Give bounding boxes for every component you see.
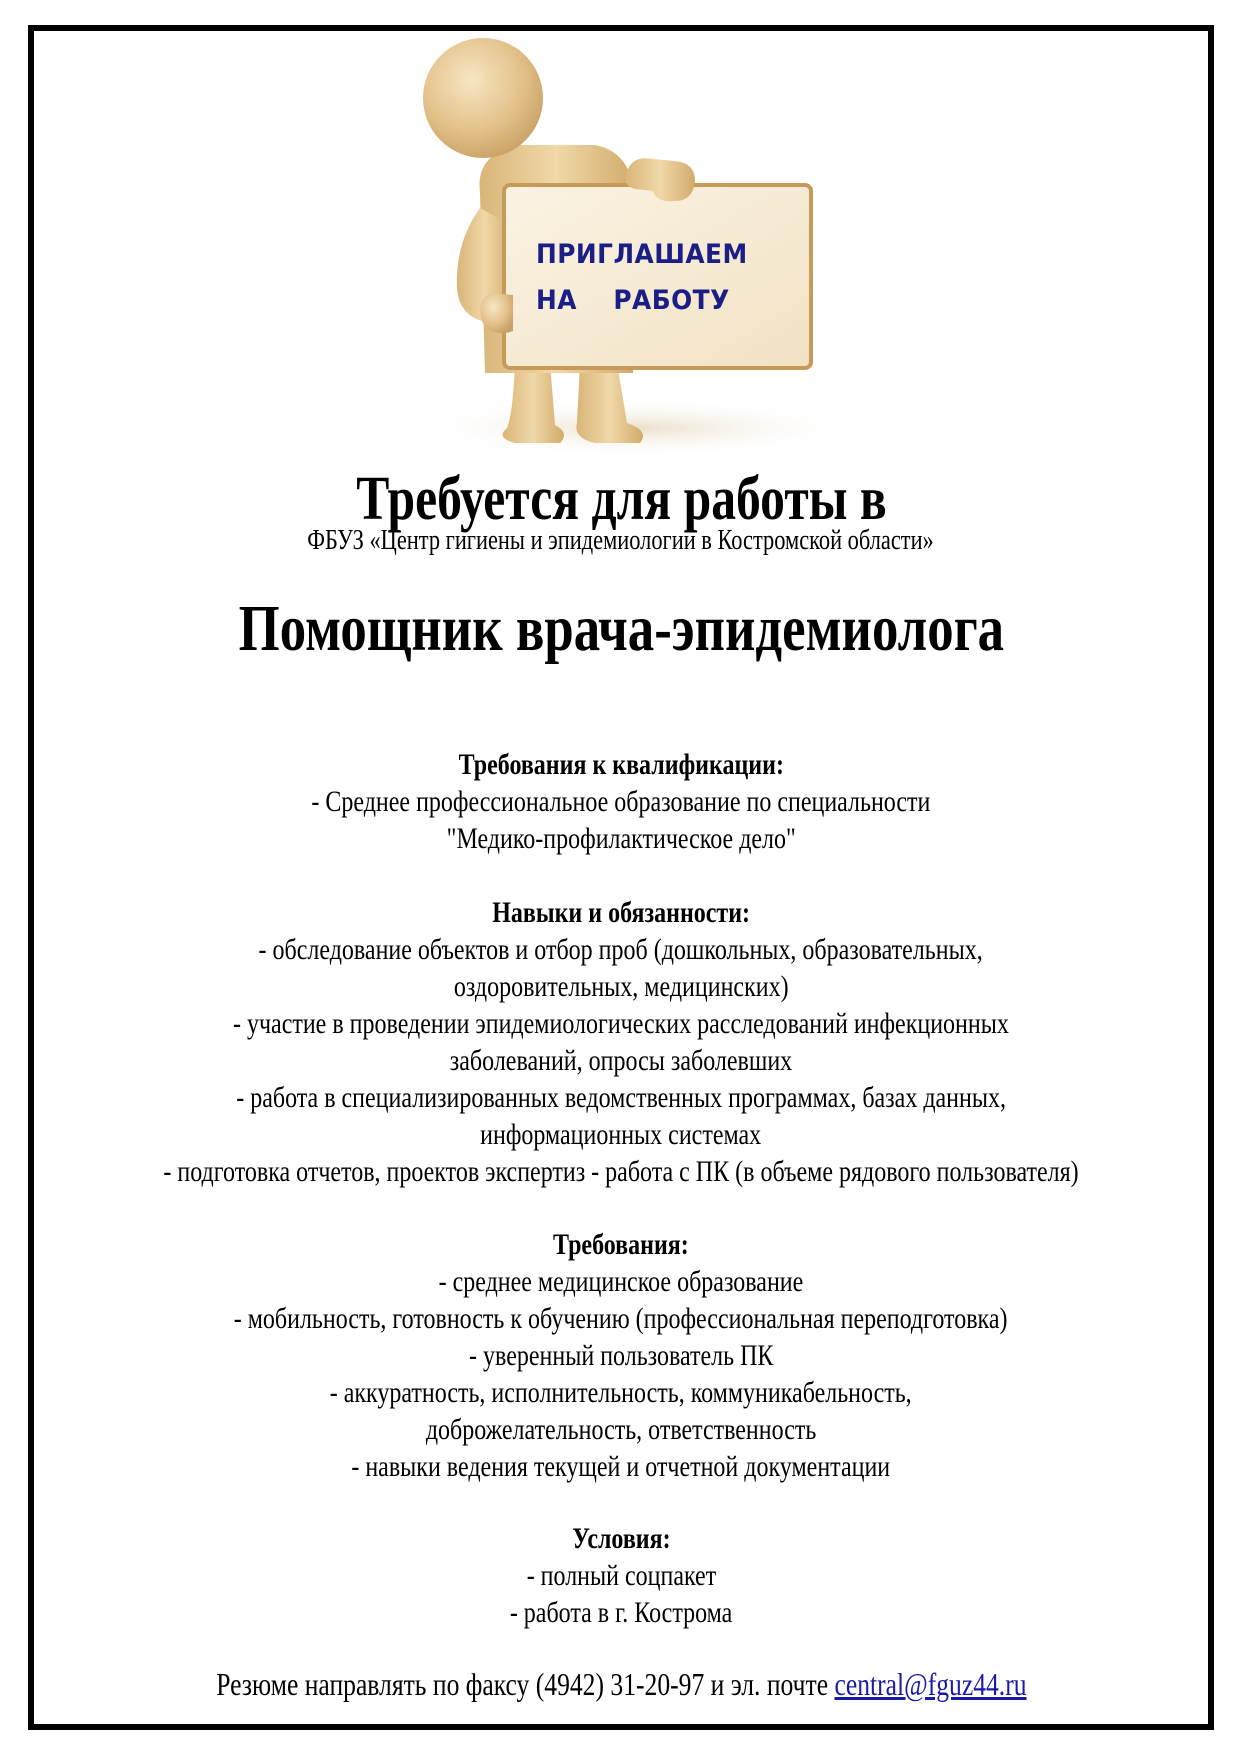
list-item: - навыки ведения текущей и отчетной документации bbox=[351, 1450, 891, 1483]
section-requirements bbox=[0, 1226, 1242, 1485]
list-item: заболеваний, опросы заболевших bbox=[449, 1044, 793, 1077]
list-item: - уверенный пользователь ПК bbox=[468, 1339, 774, 1372]
list-item: "Медико-профилактическое дело" bbox=[446, 822, 796, 855]
list-item: - обследование объектов и отбор проб (дошкольных, образовательных, bbox=[258, 933, 984, 966]
section-conditions bbox=[0, 1520, 1242, 1631]
contact-text: Резюме направлять по факсу (4942) 31-20-97 и эл. почте bbox=[215, 1666, 835, 1702]
section-qualification bbox=[0, 746, 1242, 857]
list-item: информационных системах bbox=[480, 1118, 762, 1151]
position-title: Помощник врача-эпидемиолога bbox=[238, 592, 1004, 665]
list-item: - участие в проведении эпидемиологических расследований инфекционных bbox=[233, 1007, 1009, 1040]
sign-text-line-2: НА РАБОТУ bbox=[536, 285, 730, 316]
contact-footer bbox=[0, 1664, 1242, 1704]
section-heading: Условия: bbox=[571, 1522, 671, 1555]
section-heading: Навыки и обязанности: bbox=[492, 896, 750, 929]
list-item: - работа в г. Кострома bbox=[509, 1596, 733, 1629]
list-item: - Среднее профессиональное образование по специальности bbox=[311, 785, 931, 818]
section-duties bbox=[0, 894, 1242, 1190]
list-item: оздоровительных, медицинских) bbox=[453, 970, 789, 1003]
section-heading: Требования к квалификации: bbox=[458, 748, 784, 781]
sign-text bbox=[536, 232, 775, 324]
sign-text-line-1: ПРИГЛАШАЕМ bbox=[536, 239, 748, 270]
list-item: - работа в специализированных ведомственных программах, базах данных, bbox=[236, 1081, 1006, 1114]
email-link[interactable]: central@fguz44.ru bbox=[834, 1666, 1027, 1702]
section-heading: Требования: bbox=[553, 1228, 689, 1261]
list-item: - среднее медицинское образование bbox=[438, 1265, 804, 1298]
organization-name: ФБУЗ «Центр гигиены и эпидемиологии в Костромской области» bbox=[307, 525, 935, 556]
list-item: - полный соцпакет bbox=[526, 1559, 716, 1592]
list-item: - подготовка отчетов, проектов экспертиз - работа с ПК (в объеме рядового пользователя) bbox=[163, 1155, 1079, 1188]
list-item: - аккуратность, исполнительность, коммуникабельность, bbox=[330, 1376, 912, 1409]
headline: Требуется для работы в bbox=[355, 465, 887, 533]
list-item: доброжелательность, ответственность bbox=[425, 1413, 817, 1446]
list-item: - мобильность, готовность к обучению (профессиональная переподготовка) bbox=[234, 1302, 1008, 1335]
